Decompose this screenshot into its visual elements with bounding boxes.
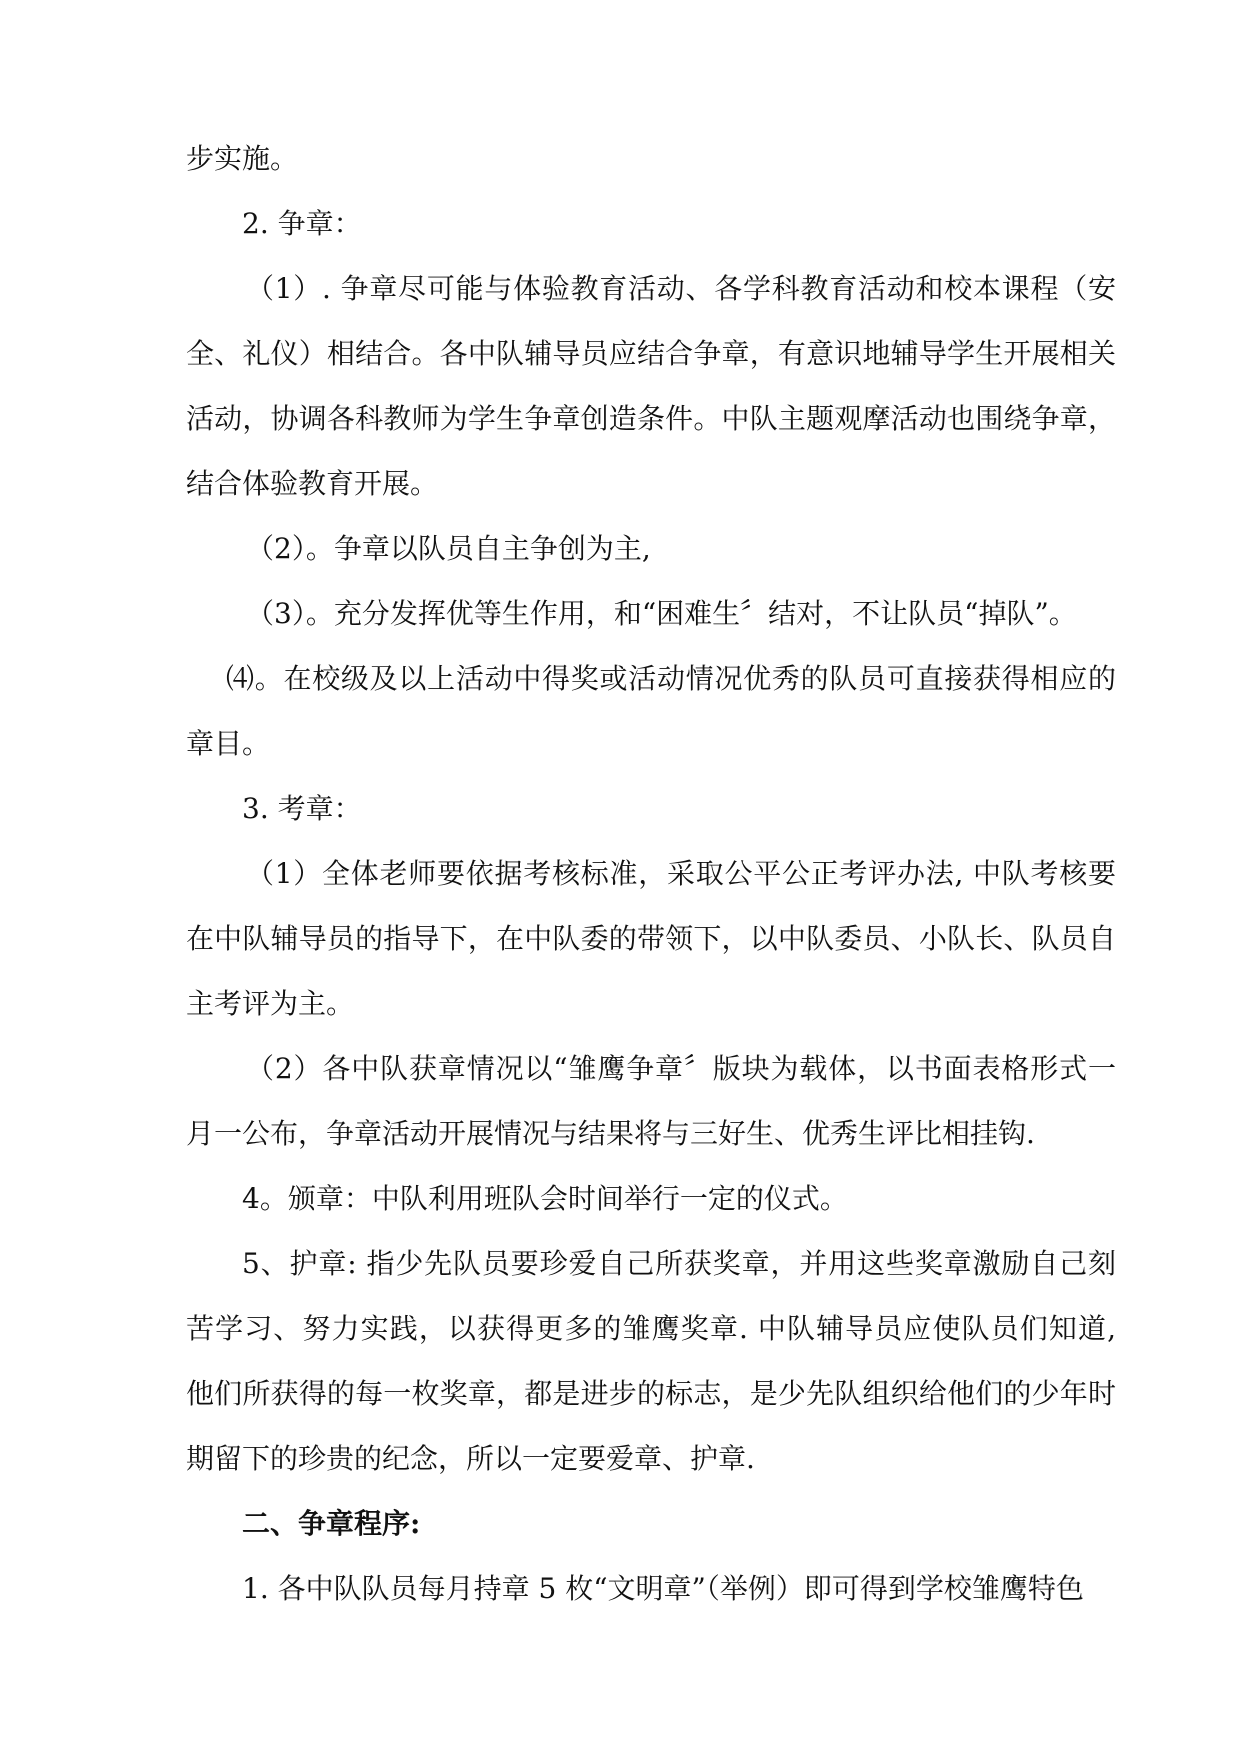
paragraph-zhengzhang-3: （3）。充分发挥优等生作用，和“困难生〞结对，不让队员“掉队”。 [246, 597, 1077, 630]
paragraph-continuation: 步实施。 [186, 142, 299, 175]
paragraph-huzhang: 5、护章: 指少先队员要珍爱自己所获奖章，并用这些奖章激励自己刻苦学习、努力实践，以获得更多的雏鹰奖章. 中队辅导员应使队员们知道, 他们所获得的每一枚奖章，都是进步的标志，是少先队组织给他们的少年时期留下的珍贵的纪念，所以一定要爱章、护章. [186, 1247, 1116, 1475]
section-heading-procedure: 二、争章程序: [242, 1507, 421, 1540]
subheading-kaozhang: 3. 考章： [242, 792, 362, 825]
paragraph-zhengzhang-1: （1）. 争章尽可能与体验教育活动、各学科教育活动和校本课程（安全、礼仪）相结合。各中队辅导员应结合争章，有意识地辅导学生开展相关活动，协调各科教师为学生争章创造条件。中队主题观摩活动也围绕争章，结合体验教育开展。 [186, 272, 1116, 500]
paragraph-kaozhang-1: （1）全体老师要依据考核标准，采取公平公正考评办法, 中队考核要在中队辅导员的指导下，在中队委的带领下，以中队委员、小队长、队员自主考评为主。 [186, 857, 1116, 1020]
paragraph-banzhang: 4。颁章：中队利用班队会时间举行一定的仪式。 [242, 1182, 848, 1215]
paragraph-procedure-1: 1. 各中队队员每月持章 5 枚“文明章”（举例）即可得到学校雏鹰特色 [242, 1572, 1084, 1605]
paragraph-zhengzhang-4: ⑷。在校级及以上活动中得奖或活动情况优秀的队员可直接获得相应的章目。 [186, 662, 1116, 760]
paragraph-zhengzhang-2: （2）。争章以队员自主争创为主, [246, 532, 651, 565]
subheading-zhengzhang: 2. 争章： [242, 207, 362, 240]
document-page [186, 126, 1116, 1621]
paragraph-kaozhang-2: （2）各中队获章情况以“雏鹰争章〞版块为载体，以书面表格形式一月一公布，争章活动开展情况与结果将与三好生、优秀生评比相挂钩. [186, 1052, 1116, 1150]
